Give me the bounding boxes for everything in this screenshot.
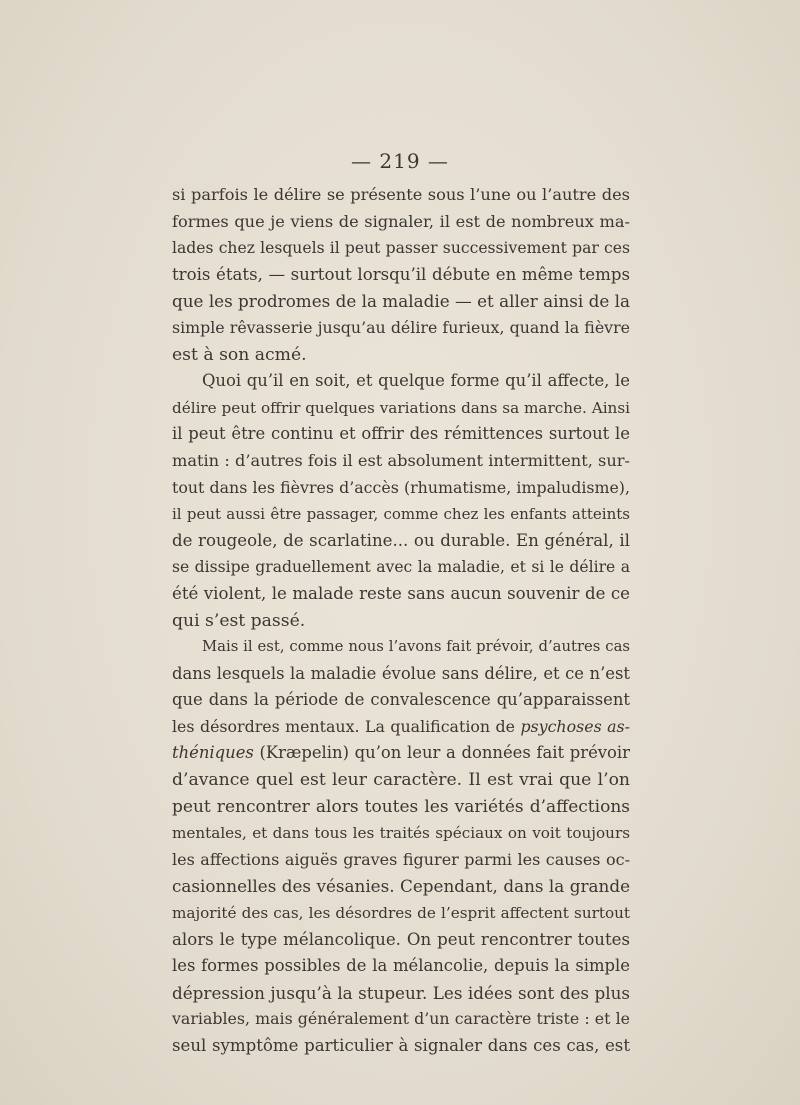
paragraph-start-line: Quoi qu’il en soit, et quelque forme qu’il affecte, le <box>202 371 630 391</box>
text-line: tout dans les fièvres d’accès (rhumatisme, impaludisme), <box>172 477 630 497</box>
page-number: — 219 — <box>351 149 449 173</box>
text-line: si parfois le délire se présente sous l’une ou l’autre des <box>172 185 630 204</box>
text-line <box>172 714 630 741</box>
text-line: variables, mais généralement d’un caractère triste : et le <box>172 1009 630 1029</box>
text-run: les désordres mentaux. La qualification de <box>172 716 521 736</box>
text-line: été violent, le malade reste sans aucun souvenir de ce <box>172 583 630 603</box>
text-line: il peut être continu et offrir des rémittences surtout le <box>172 424 630 444</box>
paragraph-end-line: est à son acmé. <box>172 344 307 365</box>
text-line: les affections aiguës graves figurer parmi les causes oc- <box>172 849 630 869</box>
text-run: (Kræpelin) qu’on leur a données fait prévoir <box>253 743 630 763</box>
text-line: mentales, et dans tous les traités spéciaux on voit toujours <box>172 824 630 843</box>
paragraph-start-line: Mais il est, comme nous l’avons fait prévoir, d’autres cas <box>202 638 630 656</box>
paragraph-end-line: qui s’est passé. <box>172 610 306 631</box>
text-line: dans lesquels la maladie évolue sans délire, et ce n’est <box>172 663 630 683</box>
text-line: matin : d’autres fois il est absolument intermittent, sur- <box>172 450 630 470</box>
text-line: peut rencontrer alors toutes les variétés d’affections <box>172 796 630 817</box>
text-line: il peut aussi être passager, comme chez les enfants atteints <box>172 505 630 524</box>
body-text <box>172 182 630 1060</box>
text-line <box>172 740 630 767</box>
text-line: simple rêvasserie jusqu’au délire furieux, quand la fièvre <box>172 317 630 337</box>
text-line: casionnelles des vésanies. Cependant, dans la grande <box>172 876 630 897</box>
text-line: formes que je viens de signaler, il est de nombreux ma- <box>172 211 630 231</box>
text-line: que les prodromes de la maladie — et aller ainsi de la <box>172 291 630 312</box>
text-line: délire peut offrir quelques variations dans sa marche. Ainsi <box>172 398 630 417</box>
text-line: d’avance quel est leur caractère. Il est vrai que l’on <box>172 770 630 791</box>
italic-term: théniques <box>172 743 254 763</box>
italic-term: psychoses as- <box>520 716 630 736</box>
text-line: dépression jusqu’à la stupeur. Les idées sont des plus <box>172 982 630 1003</box>
text-line: les formes possibles de la mélancolie, depuis la simple <box>172 956 630 976</box>
text-line: lades chez lesquels il peut passer successivement par ces <box>172 239 630 258</box>
text-line: que dans la période de convalescence qu’apparaissent <box>172 690 630 710</box>
text-line: alors le type mélancolique. On peut rencontrer toutes <box>172 929 630 949</box>
text-line: se dissipe graduellement avec la maladie, et si le délire a <box>172 558 630 577</box>
text-line: trois états, — surtout lorsqu’il débute en même temps <box>172 264 630 284</box>
text-line: seul symptôme particulier à signaler dans ces cas, est <box>172 1036 630 1055</box>
text-line: de rougeole, de scarlatine... ou durable. En général, il <box>172 530 630 550</box>
text-line: majorité des cas, les désordres de l’esprit affectent surtout <box>172 904 630 923</box>
